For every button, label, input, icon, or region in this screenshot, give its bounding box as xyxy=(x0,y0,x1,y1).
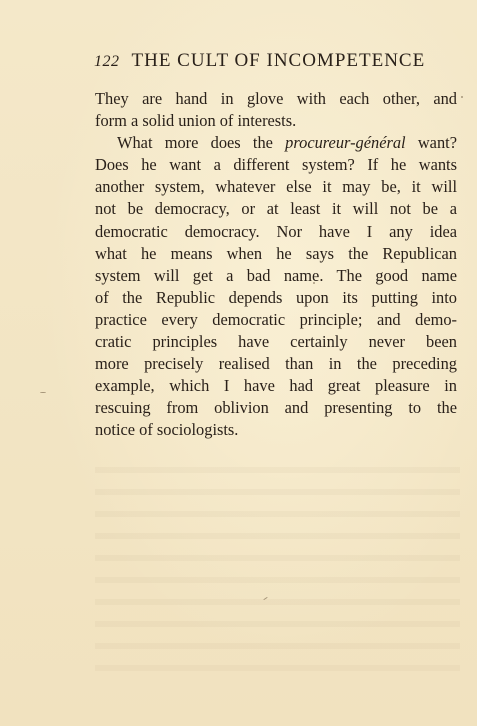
text-line: Does he want a different system? If he wants xyxy=(95,155,457,175)
page-header xyxy=(94,50,460,76)
text-line: more precisely realised than in the preceding xyxy=(95,354,457,374)
italic-term: procureur-général xyxy=(285,133,406,153)
text-line: They are hand in glove with each other, and xyxy=(95,89,457,108)
text-line: form a solid union of interests. xyxy=(95,111,297,131)
text-line: notice of sociologists. xyxy=(95,420,239,440)
paper-speck xyxy=(313,282,315,284)
text-fragment: What more does the xyxy=(117,133,273,153)
text-line: cratic principles have certainly never been xyxy=(95,332,457,352)
text-line: system will get a bad name. The good name xyxy=(95,265,457,285)
text-line: of the Republic depends upon its putting into xyxy=(95,287,457,307)
paper-speck xyxy=(40,392,46,393)
text-line: practice every democratic principle; and demo- xyxy=(95,309,457,329)
text-line xyxy=(95,132,457,154)
text-line: example, which I have had great pleasure in xyxy=(95,376,457,396)
text-line: democratic democracy. Nor have I any idea xyxy=(95,221,457,241)
text-line: what he means when he says the Republican xyxy=(95,243,457,263)
text-line: another system, whatever else it may be, it will xyxy=(95,177,457,197)
text-line: rescuing from oblivion and presenting to the xyxy=(95,398,457,418)
page-number: 122 xyxy=(94,53,120,70)
running-head: THE CULT OF INCOMPETENCE xyxy=(131,50,426,71)
text-line: not be democracy, or at least it will not be a xyxy=(95,199,457,219)
body-text xyxy=(95,88,457,442)
text-fragment: want? xyxy=(417,133,457,153)
paper-speck xyxy=(461,96,463,98)
bleed-through-texture xyxy=(95,455,460,685)
